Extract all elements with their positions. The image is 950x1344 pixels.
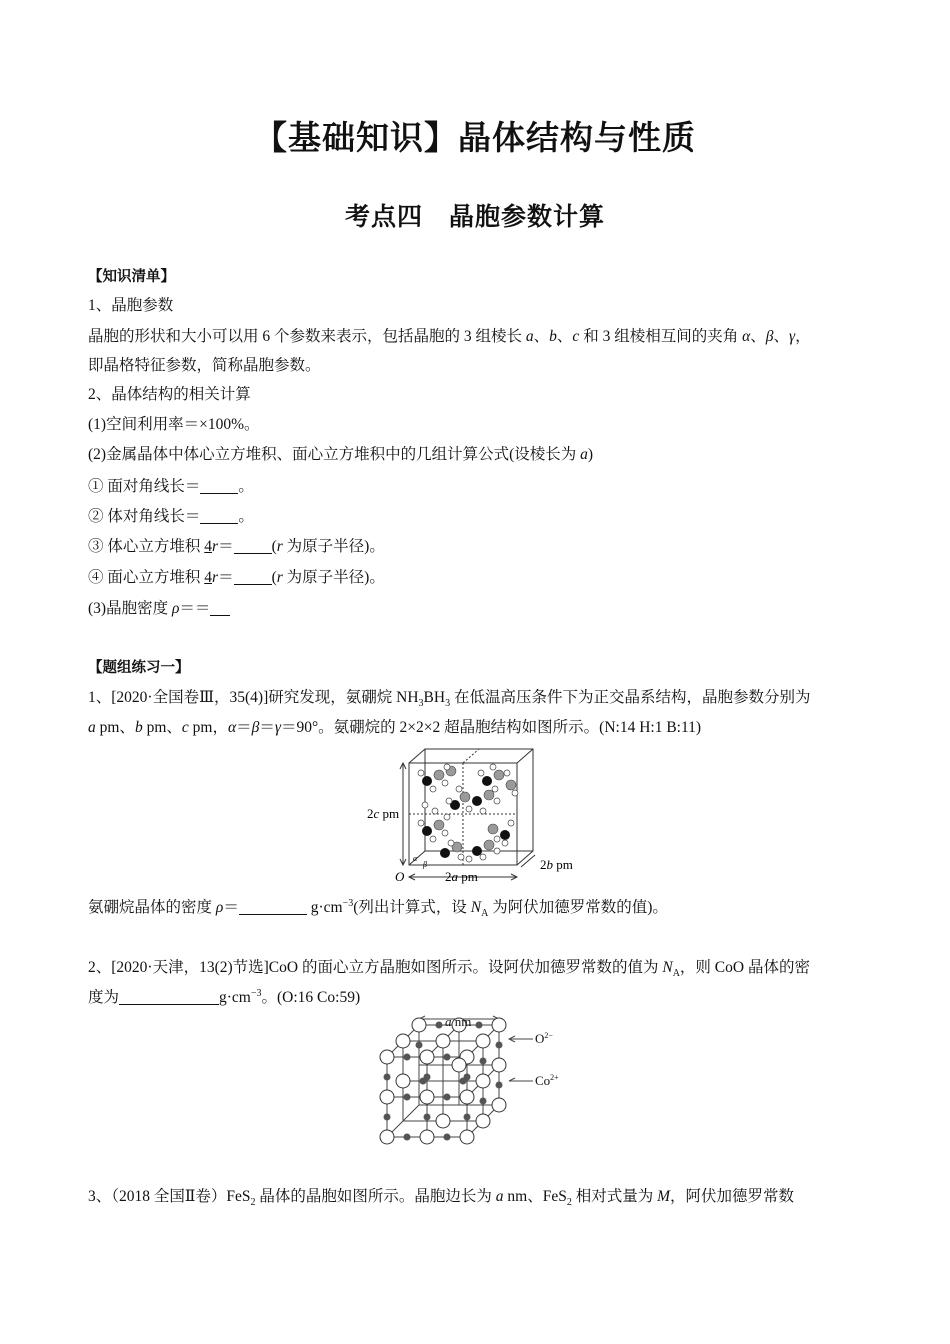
text: 、	[750, 328, 766, 345]
var-c: c	[181, 719, 189, 736]
knowledge-sub-2	[88, 444, 593, 466]
label-2b-pm: 2b pm	[540, 857, 573, 872]
label-origin: O	[395, 869, 405, 884]
text: (	[271, 569, 277, 586]
var-a: a	[88, 719, 96, 736]
text: ＝90°。氨硼烷的 2×2×2 超晶胞结构如图所示。(N:14 H:1 B:11)	[280, 719, 702, 736]
label-beta: β	[423, 860, 427, 869]
var-a: a	[495, 1188, 504, 1205]
var-a: a	[580, 446, 588, 463]
text: nm、FeS	[503, 1188, 567, 1205]
text: (	[271, 538, 277, 555]
text: 3、（2018 全国Ⅱ卷）FeS	[88, 1188, 251, 1205]
knowledge-para-2: 即晶格特征参数，简称晶胞参数。	[88, 357, 321, 374]
text: 、	[533, 328, 550, 345]
text: pm，	[188, 719, 228, 736]
text: 3	[445, 698, 451, 710]
text: ＝	[218, 569, 234, 586]
var-beta: β	[251, 719, 260, 736]
answer-blank[interactable]	[200, 477, 238, 494]
text: −3	[342, 897, 354, 909]
answer-blank[interactable]	[239, 898, 307, 915]
var-r: r	[212, 569, 219, 586]
var-M: M	[657, 1188, 671, 1205]
text: (3)晶胞密度	[88, 600, 172, 617]
text: BH	[423, 689, 446, 706]
coo-fcc-cell-figure	[375, 1015, 575, 1150]
text: 晶体的晶胞如图所示。晶胞边长为	[255, 1188, 496, 1205]
text: ＝	[259, 719, 275, 736]
text: 为原子半径)。	[282, 538, 385, 555]
knowledge-sub-1: (1)空间利用率＝×100%。	[88, 416, 260, 433]
text: g·cm	[219, 989, 251, 1006]
q1-answer-line	[88, 897, 668, 919]
molecule-cluster	[418, 764, 518, 862]
text: ＝	[236, 719, 252, 736]
text: 为阿伏加德罗常数的值)。	[488, 899, 668, 916]
label-a-nm: a nm	[445, 1015, 472, 1029]
var-r: r	[276, 569, 283, 586]
var-a: a	[525, 328, 534, 345]
answer-blank[interactable]	[200, 507, 238, 524]
text: ＝＝	[179, 600, 211, 617]
text: A	[481, 908, 489, 920]
var-b: b	[549, 328, 557, 345]
text: 、	[556, 328, 573, 345]
answer-blank[interactable]	[210, 599, 230, 616]
label-alpha: α	[413, 854, 418, 863]
text: 1、[2020·全国卷Ⅲ，35(4)]研究发现，氨硼烷 NH	[88, 689, 419, 706]
var-r: r	[212, 538, 219, 555]
text: 。	[238, 508, 254, 525]
text: (列出计算式，设	[353, 899, 471, 916]
formula-face-diagonal	[88, 476, 254, 498]
text: ，阿伏加德罗常数	[670, 1188, 795, 1205]
text: ① 面对角线长＝	[88, 478, 201, 495]
text: ＝	[218, 538, 234, 555]
var-alpha: α	[227, 719, 237, 736]
text: 4	[204, 569, 213, 586]
answer-blank[interactable]	[234, 568, 272, 585]
var-alpha: α	[742, 328, 751, 345]
page-title: 【基础知识】晶体结构与性质	[254, 118, 696, 157]
text: 和 3 组棱相互间的夹角	[579, 328, 743, 345]
text: (2)金属晶体中体心立方堆积、面心立方堆积中的几组计算公式(设棱长为	[88, 446, 581, 463]
var-rho: ρ	[215, 899, 224, 916]
label-co2-ion: $Co^{2+}$	[535, 1073, 559, 1088]
page-subtitle: 考点四 晶胞参数计算	[344, 202, 605, 231]
q1-line-1	[88, 687, 810, 709]
knowledge-item-1: 1、晶胞参数	[88, 297, 174, 314]
text: 氨硼烷晶体的密度	[88, 899, 216, 916]
var-gamma: γ	[788, 328, 796, 345]
text: ③ 体心立方堆积	[88, 538, 205, 555]
text: ，	[795, 328, 811, 345]
q2-line-2	[88, 987, 360, 1009]
answer-blank[interactable]	[234, 537, 272, 554]
label-2a-pm: 2a pm	[445, 869, 478, 884]
var-c: c	[572, 328, 580, 345]
text: 在低温高压条件下为正交晶系结构，晶胞参数分别为	[450, 689, 811, 706]
text: −3	[250, 987, 262, 999]
label-o2-ion: $O^{2-}$	[535, 1031, 553, 1046]
formula-bcc	[88, 536, 385, 558]
text: 2	[250, 1197, 256, 1209]
text: 为原子半径)。	[282, 569, 385, 586]
answer-blank[interactable]	[119, 988, 219, 1005]
text: ，则 CoO 晶体的密	[679, 959, 810, 976]
text: 晶胞的形状和大小可以用 6 个参数来表示，包括晶胞的 3 组棱长	[88, 328, 526, 345]
text: 2、[2020·天津，13(2)节选]CoO 的面心立方晶胞如图所示。设阿伏加德罗常数的值为	[88, 959, 663, 976]
text: 。	[238, 478, 254, 495]
ammonia-borane-supercell-figure	[365, 745, 595, 885]
q2-line-1	[88, 957, 810, 979]
q1-line-2	[88, 717, 701, 739]
formula-fcc	[88, 567, 385, 589]
formula-density	[88, 598, 230, 620]
var-b: b	[134, 719, 143, 736]
var-rho: ρ	[171, 600, 180, 617]
text: pm、	[95, 719, 135, 736]
text: g·cm	[306, 899, 343, 916]
text: 、	[773, 328, 789, 345]
knowledge-para-1	[88, 326, 811, 348]
var-r: r	[276, 538, 283, 555]
text: 度为	[88, 989, 120, 1006]
text: 4	[204, 538, 213, 555]
var-N: N	[662, 959, 673, 976]
knowledge-item-2: 2、晶体结构的相关计算	[88, 386, 251, 403]
q3-line-1	[88, 1186, 794, 1208]
var-gamma: γ	[274, 719, 281, 736]
text: A	[672, 968, 680, 980]
text: pm、	[142, 719, 182, 736]
label-2c-pm: 2c pm	[367, 806, 400, 821]
practice-heading: 【题组练习一】	[88, 660, 190, 676]
text: 3	[418, 698, 424, 710]
text: )	[587, 446, 594, 463]
formula-body-diagonal	[88, 506, 254, 528]
text: 2	[566, 1197, 572, 1209]
text: 。(O:16 Co:59)	[261, 989, 361, 1006]
knowledge-heading: 【知识清单】	[88, 269, 175, 285]
var-N: N	[470, 899, 482, 916]
text: ④ 面心立方堆积	[88, 569, 205, 586]
text: ＝	[223, 899, 239, 916]
text: ② 体对角线长＝	[88, 508, 201, 525]
text: 相对式量为	[571, 1188, 658, 1205]
var-beta: β	[765, 328, 774, 345]
